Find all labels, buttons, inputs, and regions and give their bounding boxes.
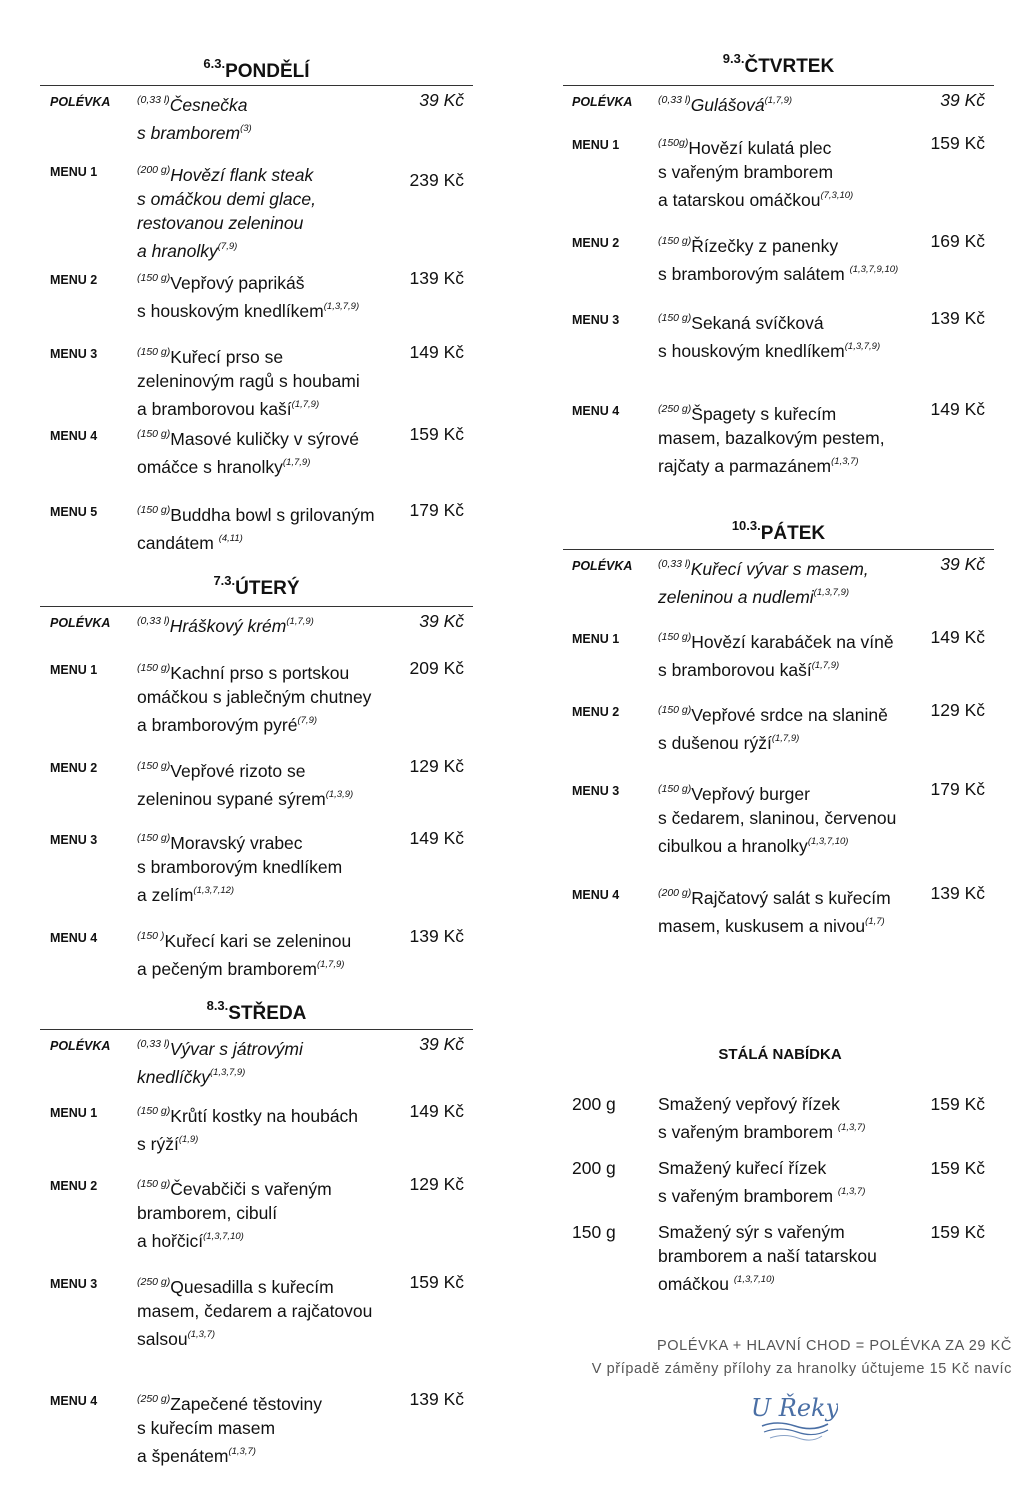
portion-size: (0,33 l) — [137, 615, 170, 627]
allergens: (1,3,7,10) — [733, 1274, 775, 1285]
dish-description — [137, 1099, 358, 1156]
dish-description — [658, 777, 896, 858]
dish-price: 149 Kč — [409, 342, 464, 362]
day-date: 6.3. — [203, 56, 226, 71]
item-label: MENU 3 — [50, 833, 98, 847]
dish-text: rajčaty a parmazánem — [658, 456, 832, 476]
allergens: (4,11) — [218, 533, 243, 544]
dish-text: Moravský vrabec — [170, 833, 303, 853]
dish-description — [137, 656, 371, 737]
day-date: 7.3. — [213, 573, 236, 588]
portion-size: (150 g) — [658, 704, 692, 716]
allergens: (1,3,7,10) — [203, 1231, 244, 1242]
item-label: POLÉVKA — [572, 95, 633, 109]
dish-text: masem, čedarem a rajčatovou — [137, 1301, 373, 1321]
day-heading-st — [40, 998, 473, 1025]
allergens: (7,9) — [297, 715, 318, 726]
allergens: (1,3,7) — [228, 1446, 256, 1457]
dish-description — [137, 1172, 332, 1253]
allergens: (1,3,7,9) — [209, 1067, 246, 1078]
dish-description — [658, 698, 888, 755]
dish-text: s rýží — [137, 1134, 179, 1154]
dish-text: s vařeným bramborem — [658, 162, 834, 182]
dish-price: 129 Kč — [409, 1174, 464, 1194]
day-name: PÁTEK — [760, 523, 826, 544]
item-label: MENU 1 — [572, 138, 620, 152]
portion-size: (250 g) — [658, 403, 692, 415]
dish-price: 239 Kč — [409, 170, 464, 190]
dish-text: Vepřové rizoto se — [170, 761, 306, 781]
dish-price: 149 Kč — [409, 1101, 464, 1121]
dish-text: s bramborem — [137, 123, 241, 143]
portion-size: (150 g) — [137, 504, 171, 516]
day-name: STŘEDA — [228, 1003, 307, 1024]
portion-size: (150 g) — [137, 1105, 171, 1117]
dish-text: Smažený kuřecí řízek — [658, 1158, 827, 1178]
dish-price: 159 Kč — [409, 424, 464, 444]
dish-price: 149 Kč — [930, 399, 985, 419]
allergens: (1,3,9) — [325, 789, 354, 800]
allergens: (1,3,7,10) — [807, 836, 849, 847]
dish-description — [137, 266, 359, 323]
item-label: MENU 3 — [50, 347, 98, 361]
item-label: MENU 1 — [50, 663, 98, 677]
allergens: (1,3,7) — [837, 1122, 866, 1133]
portion-size: (0,33 l) — [658, 94, 691, 106]
portion-size: (150 g) — [137, 272, 171, 284]
dish-text: a bramborovou kaší — [137, 399, 292, 419]
dish-text: a hořčicí — [137, 1231, 204, 1251]
allergens: (1,3,7) — [187, 1329, 216, 1340]
item-label: POLÉVKA — [50, 95, 111, 109]
dish-text: s bramborovou kaší — [658, 660, 812, 680]
fixed-item-description — [658, 1156, 865, 1208]
dish-text: Čevabčiči s vařeným — [170, 1179, 332, 1199]
allergens: (1,7,9) — [282, 457, 311, 468]
dish-text: bramborem, cibulí — [137, 1203, 278, 1223]
portion-size: (200 g) — [658, 887, 692, 899]
day-heading-ut — [40, 573, 473, 600]
dish-text: Rajčatový salát s kuřecím — [691, 888, 891, 908]
allergens: (1,7) — [865, 916, 885, 927]
dish-price: 179 Kč — [930, 779, 985, 799]
dish-text: a pečeným bramborem — [137, 959, 317, 979]
dish-text: s bramborovým knedlíkem — [137, 857, 343, 877]
allergens: (7,3,10) — [820, 190, 854, 201]
dish-text: zeleninovým ragů s houbami — [137, 371, 360, 391]
dish-text: omáčkou — [658, 1274, 734, 1294]
item-label: MENU 3 — [572, 784, 620, 798]
dish-price: 129 Kč — [409, 756, 464, 776]
dish-text: Smažený sýr s vařeným — [658, 1222, 845, 1242]
dish-text: s houskovým knedlíkem — [658, 341, 845, 361]
dish-text: Hovězí karabáček na víně — [691, 632, 894, 652]
item-label: POLÉVKA — [50, 616, 111, 630]
dish-text: bramborem a naší tatarskou — [658, 1246, 877, 1266]
dish-text: Hráškový krém — [169, 616, 287, 636]
dish-description — [658, 131, 853, 212]
item-label: POLÉVKA — [50, 1039, 111, 1053]
dish-description — [658, 625, 894, 682]
allergens: (1,3,7) — [831, 456, 859, 467]
portion-size: (0,33 l) — [137, 1038, 170, 1050]
item-label: MENU 4 — [50, 1394, 98, 1408]
dish-text: Řízečky z panenky — [691, 236, 839, 256]
fixed-item-price: 159 Kč — [930, 1222, 985, 1242]
dish-text: Kachní prso s portskou — [170, 663, 350, 683]
dish-text: s dušenou rýží — [658, 733, 772, 753]
dish-text: Zapečené těstoviny — [170, 1394, 323, 1414]
allergens: (1,3,7,12) — [193, 885, 235, 896]
dish-description — [658, 881, 891, 938]
portion-size: (250 g) — [137, 1276, 171, 1288]
allergens: (1,7,9) — [811, 660, 840, 671]
dish-price: 139 Kč — [930, 308, 985, 328]
dish-price: 209 Kč — [409, 658, 464, 678]
portion-size: (150 g) — [137, 832, 171, 844]
dish-text: Kuřecí kari se zeleninou — [164, 931, 352, 951]
dish-text: Gulášová — [690, 95, 765, 115]
dish-description — [658, 229, 898, 286]
footer-combo-note: POLÉVKA + HLAVNÍ CHOD = POLÉVKA ZA 29 KČ — [657, 1338, 1012, 1354]
dish-text: Vývar s játrovými — [169, 1039, 303, 1059]
dish-description — [137, 754, 353, 811]
allergens: (1,3,7) — [837, 1186, 866, 1197]
dish-text: a bramborovým pyré — [137, 715, 298, 735]
dish-text: cibulkou a hranolky — [658, 836, 808, 856]
portion-size: (150 g) — [137, 428, 171, 440]
allergens: (1,7,9) — [286, 616, 314, 627]
fixed-item-price: 159 Kč — [930, 1094, 985, 1114]
dish-description — [137, 924, 351, 981]
item-label: MENU 2 — [572, 236, 620, 250]
dish-description — [137, 340, 360, 421]
dish-text: s omáčkou demi glace, — [137, 189, 316, 209]
dish-text: zeleninou sypané sýrem — [137, 789, 326, 809]
fixed-item-weight: 200 g — [572, 1158, 616, 1178]
item-label: MENU 1 — [50, 1106, 98, 1120]
item-label: MENU 1 — [572, 632, 620, 646]
day-date: 10.3. — [731, 518, 761, 533]
dish-text: a tatarskou omáčkou — [658, 190, 821, 210]
dish-price: 139 Kč — [409, 268, 464, 288]
portion-size: (150 g) — [137, 760, 171, 772]
dish-price: 39 Kč — [940, 90, 985, 110]
item-label: POLÉVKA — [572, 559, 633, 573]
dish-text: candátem — [137, 533, 219, 553]
dish-price: 39 Kč — [419, 90, 464, 110]
dish-description — [137, 1387, 322, 1468]
fixed-item-weight: 150 g — [572, 1222, 616, 1242]
item-label: MENU 2 — [50, 761, 98, 775]
fixed-item-price: 159 Kč — [930, 1158, 985, 1178]
allergens: (1,7,9) — [771, 733, 800, 744]
portion-size: (150 g) — [658, 312, 692, 324]
day-heading-pa — [563, 518, 994, 545]
dish-text: s houskovým knedlíkem — [137, 301, 324, 321]
allergens: (1,3,7,9,10) — [849, 264, 899, 275]
dish-text: masem, bazalkovým pestem, — [658, 428, 885, 448]
dish-price: 159 Kč — [930, 133, 985, 153]
dish-description — [137, 1032, 303, 1089]
dish-text: s čedarem, slaninou, červenou — [658, 808, 897, 828]
portion-size: (150 g) — [658, 783, 692, 795]
dish-text: salsou — [137, 1329, 188, 1349]
portion-size: (150 g) — [137, 1178, 171, 1190]
dish-price: 149 Kč — [930, 627, 985, 647]
dish-text: Quesadilla s kuřecím — [170, 1277, 334, 1297]
dish-text: Česnečka — [169, 95, 248, 115]
dish-text: s vařeným bramborem — [658, 1186, 838, 1206]
dish-price: 179 Kč — [409, 500, 464, 520]
dish-price: 39 Kč — [419, 611, 464, 631]
dish-text: omáčce s hranolky — [137, 457, 283, 477]
day-divider — [40, 606, 473, 607]
portion-size: (200 g) — [137, 164, 171, 176]
item-label: MENU 2 — [50, 273, 98, 287]
fixed-item-description — [658, 1220, 877, 1296]
day-date: 8.3. — [206, 998, 229, 1013]
day-heading-ct — [563, 51, 994, 78]
dish-text: masem, kuskusem a nivou — [658, 916, 866, 936]
item-label: MENU 4 — [50, 931, 98, 945]
dish-text: Vepřový paprikáš — [170, 273, 305, 293]
dish-text: Smažený vepřový řízek — [658, 1094, 840, 1114]
allergens: (1,7,9) — [316, 959, 345, 970]
dish-price: 139 Kč — [409, 1389, 464, 1409]
day-divider — [40, 85, 473, 86]
item-label: MENU 4 — [50, 429, 98, 443]
portion-size: (150g) — [658, 137, 689, 149]
dish-price: 129 Kč — [930, 700, 985, 720]
dish-description — [137, 422, 359, 479]
dish-text: a hranolky — [137, 241, 218, 261]
dish-text: Masové kuličky v sýrové — [170, 429, 359, 449]
dish-description — [137, 498, 375, 555]
item-label: MENU 2 — [50, 1179, 98, 1193]
dish-text: Špagety s kuřecím — [691, 404, 837, 424]
day-divider — [40, 1029, 473, 1030]
dish-text: knedlíčky — [137, 1067, 210, 1087]
portion-size: (150 ) — [137, 930, 165, 942]
dish-text: Krůtí kostky na houbách — [170, 1106, 359, 1126]
item-label: MENU 3 — [50, 1277, 98, 1291]
day-heading-po — [40, 56, 473, 83]
dish-description — [658, 552, 869, 609]
dish-price: 39 Kč — [940, 554, 985, 574]
dish-text: Hovězí kulatá plec — [688, 138, 832, 158]
allergens: (1,9) — [178, 1134, 199, 1145]
allergens: (1,3,7,9) — [844, 341, 881, 352]
allergens: (1,3,7,9) — [813, 587, 850, 598]
item-label: MENU 5 — [50, 505, 98, 519]
dish-text: Kuřecí prso se — [170, 347, 284, 367]
dish-description — [658, 88, 792, 117]
fixed-item-description — [658, 1092, 865, 1144]
item-label: MENU 2 — [572, 705, 620, 719]
dish-price: 149 Kč — [409, 828, 464, 848]
dish-text: Kuřecí vývar s masem, — [690, 559, 869, 579]
dish-text: s vařeným bramborem — [658, 1122, 838, 1142]
day-name: ČTVRTEK — [744, 56, 835, 77]
dish-text: Sekaná svíčková — [691, 313, 824, 333]
portion-size: (0,33 l) — [658, 558, 691, 570]
footer-fries-note: V případě záměny přílohy za hranolky účtujeme 15 Kč navíc — [591, 1361, 1012, 1377]
fixed-item-weight: 200 g — [572, 1094, 616, 1114]
item-label: MENU 4 — [572, 404, 620, 418]
allergens: (7,9) — [217, 241, 238, 252]
day-name: PONDĚLÍ — [225, 61, 310, 82]
allergens: (1,7,9) — [764, 95, 793, 106]
dish-price: 39 Kč — [419, 1034, 464, 1054]
logo-text: U Řeky — [752, 1394, 838, 1422]
day-date: 9.3. — [722, 51, 745, 66]
item-label: MENU 4 — [572, 888, 620, 902]
portion-size: (250 g) — [137, 1393, 171, 1405]
dish-description — [137, 158, 316, 263]
dish-price: 159 Kč — [409, 1272, 464, 1292]
dish-price: 139 Kč — [930, 883, 985, 903]
portion-size: (150 g) — [137, 662, 171, 674]
day-divider — [563, 549, 994, 550]
portion-size: (0,33 l) — [137, 94, 170, 106]
dish-text: Hovězí flank steak — [170, 165, 314, 185]
dish-description — [137, 1270, 372, 1351]
allergens: (3) — [240, 123, 252, 134]
fixed-menu-title: STÁLÁ NABÍDKA — [718, 1046, 842, 1063]
restaurant-logo — [752, 1388, 838, 1448]
dish-description — [137, 826, 342, 907]
dish-text: zeleninou a nudlemi — [658, 587, 814, 607]
dish-price: 169 Kč — [930, 231, 985, 251]
dish-text: s kuřecím masem — [137, 1418, 276, 1438]
dish-price: 139 Kč — [409, 926, 464, 946]
dish-text: a zelím — [137, 885, 194, 905]
item-label: MENU 3 — [572, 313, 620, 327]
portion-size: (150 g) — [658, 631, 692, 643]
dish-text: restovanou zeleninou — [137, 213, 304, 233]
dish-description — [137, 88, 252, 145]
dish-text: Vepřové srdce na slanině — [691, 705, 888, 725]
allergens: (1,3,7,9) — [323, 301, 360, 312]
dish-text: s bramborovým salátem — [658, 264, 850, 284]
item-label: MENU 1 — [50, 165, 98, 179]
allergens: (1,7,9) — [291, 399, 320, 410]
dish-text: Buddha bowl s grilovaným — [170, 505, 375, 525]
day-divider — [563, 85, 994, 86]
dish-text: a špenátem — [137, 1446, 229, 1466]
dish-text: omáčkou s jablečným chutney — [137, 687, 372, 707]
portion-size: (150 g) — [658, 235, 692, 247]
dish-description — [658, 397, 885, 478]
dish-description — [658, 306, 880, 363]
dish-text: Vepřový burger — [691, 784, 810, 804]
day-name: ÚTERÝ — [235, 578, 300, 599]
dish-description — [137, 609, 314, 638]
portion-size: (150 g) — [137, 346, 171, 358]
